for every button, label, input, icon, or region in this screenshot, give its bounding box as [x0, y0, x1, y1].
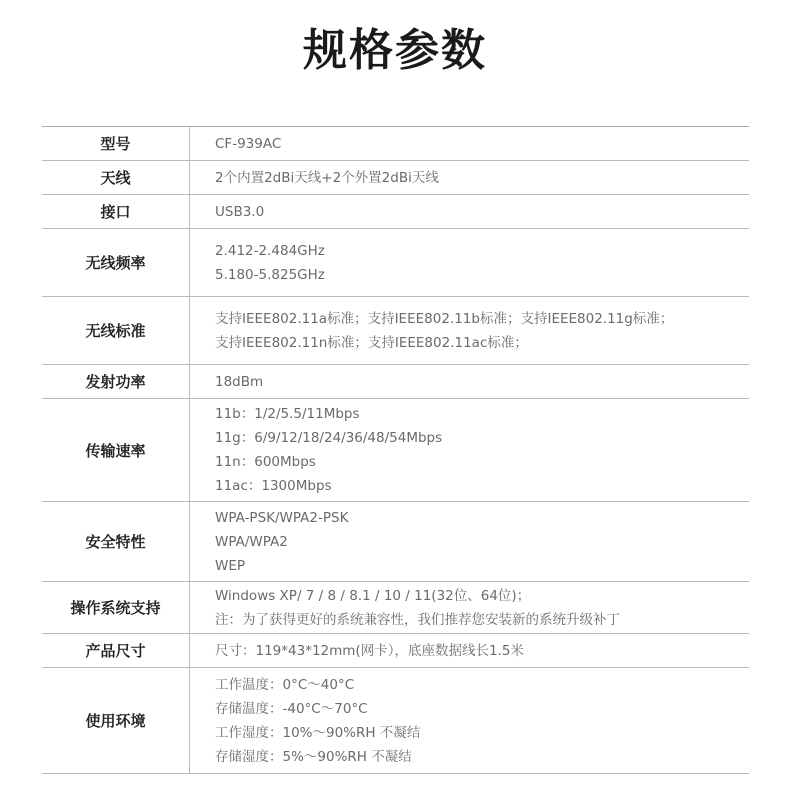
spec-value-line: 11ac：1300Mbps — [215, 478, 332, 494]
spec-value-line: 尺寸：119*43*12mm(网卡），底座数据线长1.5米 — [215, 642, 524, 659]
spec-value — [190, 582, 750, 634]
spec-value — [190, 195, 750, 229]
spec-value-line: 存储湿度：5%～90%RH 不凝结 — [215, 748, 412, 765]
spec-label: 型号 — [42, 127, 190, 161]
spec-label: 传输速率 — [42, 399, 190, 502]
spec-value-line: 注：为了获得更好的系统兼容性，我们推荐您安装新的系统升级补丁 — [215, 611, 620, 628]
spec-value-line: 11n：600Mbps — [215, 454, 316, 470]
spec-table-body — [42, 127, 749, 774]
spec-row — [42, 229, 749, 297]
spec-label: 无线标准 — [42, 297, 190, 365]
spec-row — [42, 399, 749, 502]
spec-value-line: 11b：1/2/5.5/11Mbps — [215, 406, 360, 422]
spec-value-line: CF-939AC — [215, 135, 282, 152]
spec-value-line: 工作温度：0°C～40°C — [215, 676, 355, 693]
spec-label: 产品尺寸 — [42, 634, 190, 668]
spec-value — [190, 127, 750, 161]
spec-value — [190, 502, 750, 582]
spec-value-line: 存储温度：-40°C～70°C — [215, 700, 368, 717]
spec-value-line: WEP — [215, 557, 246, 574]
spec-value — [190, 297, 750, 365]
spec-value-line: WPA/WPA2 — [215, 533, 288, 550]
spec-label: 使用环境 — [42, 668, 190, 774]
spec-row — [42, 195, 749, 229]
spec-row — [42, 668, 749, 774]
spec-label: 安全特性 — [42, 502, 190, 582]
spec-value-line: 支持IEEE802.11n标准；支持IEEE802.11ac标准； — [215, 334, 528, 351]
page-title: 规格参数 — [303, 25, 487, 76]
spec-row — [42, 297, 749, 365]
spec-row — [42, 127, 749, 161]
spec-value-line: 工作湿度：10%～90%RH 不凝结 — [215, 724, 421, 741]
spec-value-line: 2个内置2dBi天线+2个外置2dBi天线 — [215, 169, 439, 186]
spec-row — [42, 161, 749, 195]
spec-label: 天线 — [42, 161, 190, 195]
spec-row — [42, 582, 749, 634]
spec-value — [190, 399, 750, 502]
spec-row — [42, 502, 749, 582]
spec-table — [42, 126, 749, 774]
spec-value-line: USB3.0 — [215, 203, 265, 220]
spec-value-line: 2.412-2.484GHz — [215, 242, 325, 259]
spec-row — [42, 365, 749, 399]
spec-label: 操作系统支持 — [42, 582, 190, 634]
spec-value — [190, 668, 750, 774]
spec-value — [190, 634, 750, 668]
spec-label: 发射功率 — [42, 365, 190, 399]
spec-value-line: 11g：6/9/12/18/24/36/48/54Mbps — [215, 430, 443, 446]
spec-value-line: 5.180-5.825GHz — [215, 266, 325, 283]
spec-value-line: WPA-PSK/WPA2-PSK — [215, 509, 349, 526]
spec-value-line: Windows XP/ 7 / 8 / 8.1 / 10 / 11(32位、64位)； — [215, 587, 531, 604]
spec-value — [190, 161, 750, 195]
spec-label: 接口 — [42, 195, 190, 229]
spec-row — [42, 634, 749, 668]
spec-value-line: 支持IEEE802.11a标准；支持IEEE802.11b标准；支持IEEE802.11g标准； — [215, 310, 674, 327]
spec-value — [190, 229, 750, 297]
spec-value-line: 18dBm — [215, 373, 264, 390]
spec-value — [190, 365, 750, 399]
spec-label: 无线频率 — [42, 229, 190, 297]
